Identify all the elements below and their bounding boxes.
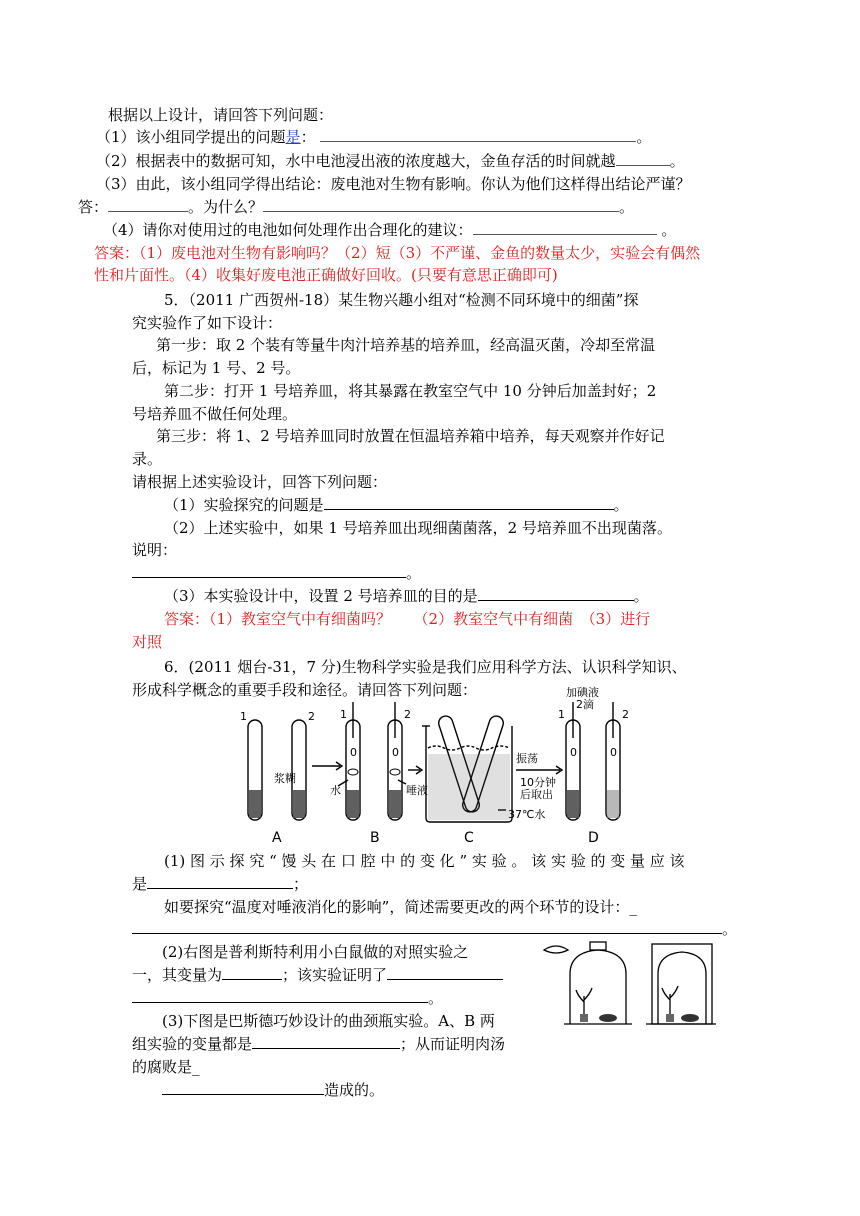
- q5-step3-line2: 录。: [132, 450, 163, 468]
- q5-step2-line2: 号培养皿不做任何处理。: [132, 405, 298, 423]
- q6-answer-blank-1b[interactable]: [132, 919, 722, 934]
- q6-title-line1: 6．(2011 烟台-31，7 分)生物科学实验是我们应用科学方法、认识科学知识、: [164, 658, 687, 676]
- fig-tube-d2-zero: 0: [610, 746, 617, 759]
- q4-part1: （1）该小组同学提出的问题是： 。: [96, 128, 652, 146]
- q5-title-line1: 5．（2011 广西贺州-18）某生物兴趣小组对“检测不同环境中的细菌”探: [164, 291, 639, 309]
- q5-answer-blank-3[interactable]: [478, 586, 634, 601]
- q5-prompt: 请根据上述实验设计，回答下列问题：: [132, 473, 388, 491]
- q6-part1-line1: (1) 图 示 探 究 “ 馒 头 在 口 腔 中 的 变 化 ” 实 验 。 该 实 验 的 变 量 应 该: [164, 852, 685, 870]
- fig-tube-a1-number: 1: [240, 710, 247, 723]
- q6-title-line2: 形成科学概念的重要手段和途径。请回答下列问题：: [132, 681, 478, 699]
- fig-label-d: D: [588, 830, 599, 846]
- fig-tube-d1-zero: 0: [570, 746, 577, 759]
- fig-shake-label: 振荡: [516, 752, 538, 765]
- fig-iodine-drops-label: 2滴: [576, 698, 594, 711]
- q4-part3: （3）由此，该小组同学得出结论：废电池对生物有影响。你认为他们这样得出结论严谨？: [96, 175, 691, 193]
- fig-tube-d1-number: 1: [558, 708, 565, 721]
- q5-answer-blank-1[interactable]: [324, 495, 614, 510]
- q6-part1-blank-line: 。: [132, 918, 737, 940]
- fig-tube-b2-zero: 0: [392, 746, 399, 759]
- q5-question2-blank-line: 。: [132, 562, 421, 584]
- q4-answer-blank-3a[interactable]: [108, 197, 188, 212]
- q5-step1-line2: 后，标记为 1 号、2 号。: [132, 359, 301, 377]
- eye-icon: [544, 946, 568, 953]
- q4-part4: （4）请你对使用过的电池如何处理作出合理化的建议： 。: [103, 221, 677, 239]
- q5-question3: （3）本实验设计中，设置 2 号培养皿的目的是 。: [164, 587, 649, 605]
- q4-part2: （2）根据表中的数据可知，水中电池浸出液的浓度越大，金鱼存活的时间就越 。: [96, 152, 685, 170]
- bell-jar-b: [658, 952, 706, 1024]
- q4-part3-answer: 答： 。为什么？ 。: [78, 198, 635, 216]
- fig-temp-label: 37℃水: [508, 808, 546, 821]
- q4-intro: 根据以上设计，请回答下列问题：: [108, 106, 334, 124]
- mouse-b: [681, 1014, 699, 1022]
- fig-tube-d2-number: 2: [622, 708, 629, 721]
- q6-part3-line2: 组实验的变量都是 ；从而证明肉汤: [132, 1035, 506, 1053]
- q6-answer-blank-3b[interactable]: [162, 1080, 324, 1095]
- fig-label-c: C: [464, 830, 474, 846]
- q6-part1-line2: 是 ；: [132, 875, 309, 893]
- mouse-a: [599, 1014, 617, 1022]
- q5-answer-line1: 答案：（1）教室空气中有细菌吗？ （2）教室空气中有细菌 （3）进行: [164, 610, 651, 628]
- q6-answer-blank-1[interactable]: [147, 874, 293, 889]
- bell-jar-a: [570, 950, 626, 1024]
- q6-part2-blank-line: 。: [132, 987, 443, 1009]
- fig-saliva-label: 唾液: [406, 784, 428, 797]
- q6-answer-blank-2c[interactable]: [132, 988, 428, 1003]
- q6-part1-line3: 如要探究“温度对唾液消化的影响”，简述需要更改的两个环节的设计：_: [164, 898, 637, 916]
- q5-step1-line1: 第一步：取 2 个装有等量牛肉汁培养基的培养皿，经高温灭菌，冷却至常温: [156, 336, 656, 354]
- q6-answer-blank-3a[interactable]: [252, 1034, 400, 1049]
- q5-question1: （1）实验探究的问题是 。: [164, 496, 629, 514]
- q6-part2-line1: (2)右图是普利斯特利用小白鼠做的对照实验之: [162, 943, 469, 961]
- fig-ten-min-label: 10分钟: [520, 776, 556, 789]
- q6-part3-line1: (3)下图是巴斯德巧妙设计的曲颈瓶实验。A、B 两: [162, 1012, 495, 1030]
- q6-part2-line2: 一，其变量为 ；该实验证明了: [132, 964, 503, 986]
- q6-part3-line4: 造成的。: [162, 1079, 384, 1101]
- q5-step2-line1: 第二步：打开 1 号培养皿，将其暴露在教室空气中 10 分钟后加盖封好；2: [164, 382, 657, 400]
- fig-label-a: A: [272, 830, 282, 846]
- q5-question2: （2）上述实验中，如果 1 号培养皿出现细菌菌落，2 号培养皿不出现菌落。: [164, 519, 672, 537]
- q6-answer-blank-2b[interactable]: [387, 965, 503, 980]
- fig-paste-label-1: 浆糊: [274, 772, 296, 785]
- q4-answer-blank-3b[interactable]: [263, 197, 619, 212]
- q4-answer-line1: 答案：（1）废电池对生物有影响吗？（2）短（3）不严谨、金鱼的数量太少，实验会有偶然: [94, 244, 701, 262]
- q4-answer-blank-4[interactable]: [473, 220, 657, 235]
- q4-answer-blank-1[interactable]: [320, 127, 636, 142]
- q5-answer-blank-2[interactable]: [132, 563, 406, 578]
- fig-tube-b2-number: 2: [404, 708, 411, 721]
- q4-answer-line2: 性和片面性。（4）收集好废电池正确做好回收。(只要有意思正确即可): [94, 266, 558, 284]
- fig-water-label: 水: [330, 784, 341, 797]
- q5-answer-line2: 对照: [132, 633, 163, 651]
- q6-part3-line3: 的腐败是_: [132, 1058, 200, 1076]
- q5-step3-line1: 第三步：将 1、2 号培养皿同时放置在恒温培养箱中培养，每天观察并作好记: [156, 427, 665, 445]
- fig-tube-a2-number: 2: [308, 710, 315, 723]
- q5-question2-b: 说明：: [132, 541, 178, 559]
- q5-title-line2: 究实验作了如下设计：: [132, 314, 283, 332]
- fig-tube-b1-zero: 0: [350, 746, 357, 759]
- fig-label-b: B: [370, 830, 380, 846]
- fig-take-out-label: 后取出: [520, 788, 553, 801]
- fig-iodine-label: 加碘液: [566, 686, 599, 699]
- q4-part1-link[interactable]: 是: [285, 128, 301, 146]
- q4-answer-blank-2[interactable]: [616, 151, 670, 166]
- fig-tube-b1-number: 1: [340, 708, 347, 721]
- bell-jar-figure: [540, 940, 720, 1032]
- q6-answer-blank-2a[interactable]: [222, 965, 282, 980]
